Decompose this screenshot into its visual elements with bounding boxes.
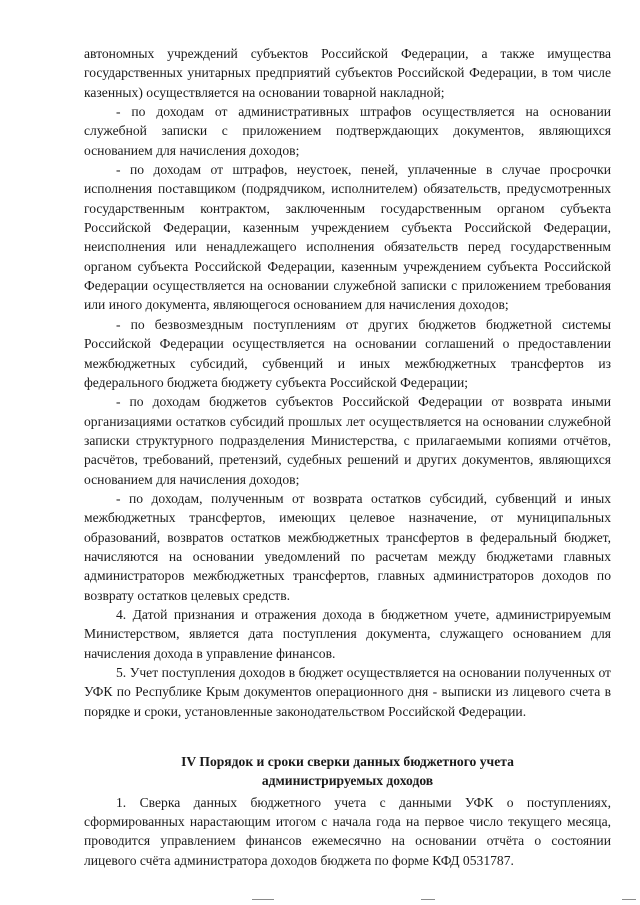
paragraph-subsidy-returns: - по доходам бюджетов субъектов Российской Федерации от возврата иными организациями остатков субсидий прошлых лет осуществляется на основании служебной записки структурного подразделения Министерства, с прилагаемыми копиями отчётов, расчётов, требований, претензий, судебных решений и других документов, являющихся основанием для начисления доходов; (84, 394, 611, 487)
paragraph-penalties: - по доходам от штрафов, неустоек, пеней, уплаченные в случае просрочки исполнения поставщиком (подрядчиком, исполнителем) обязательств, предусмотренных государственным контрактом, заключенным государственным органом субъекта Российской Федерации, казенным учреждением субъекта Российской Федерации, неисполнения или ненадлежащего исполнения обязательств перед государственным органом субъекта Российской Федерации, казенным учреждением субъекта Российской Федерации осуществляется на основании служебной записки с приложением требования или иного документа, являющегося основанием для начисления доходов; (84, 162, 611, 313)
section-heading-line-2: администрируемых доходов (261, 773, 434, 789)
section-heading (84, 752, 611, 791)
paragraph-section-item-1: 1. Сверка данных бюджетного учета с данными УФК о поступлениях, сформированных нарастающим итогом с начала года на первое число текущего месяца, проводится управлением финансов ежемесячно на основании отчёта о состоянии лицевого счёта администратора доходов бюджета по форме КФД 0531787. (84, 794, 611, 868)
paragraph-transfer-returns: - по доходам, полученным от возврата остатков субсидий, субвенций и иных межбюджетных трансфертов, имеющих целевое назначение, от муниципальных образований, возвратов остатков межбюджетных трансфертов в федеральный бюджет, начисляются на основании уведомлений по расчетам между бюджетами главных администраторов межбюджетных трансфертов, главных администраторов доходов по возврату остатков целевых средств. (84, 490, 611, 603)
scan-artifact-line (622, 899, 636, 900)
section-heading-line-1: IV Порядок и сроки сверки данных бюджетного учета (181, 754, 514, 770)
scan-artifact-line (252, 899, 274, 900)
document-body (84, 44, 611, 870)
paragraph-continuation: автономных учреждений субъектов Российской Федерации, а также имущества государственных унитарных предприятий субъектов Российской Федерации, в том числе казенных) осуществляется на основании товарной накладной; (84, 46, 611, 100)
paragraph-gratuitous-receipts: - по безвозмездным поступлениям от других бюджетов бюджетной системы Российской Федерации осуществляется на основании соглашений о предоставлении межбюджетных субсидий, субвенций и иных межбюджетных трансфертов из федерального бюджета бюджету субъекта Российской Федерации; (84, 316, 611, 390)
paragraph-item-4: 4. Датой признания и отражения дохода в бюджетном учете, администрируемым Министерством, является дата поступления документа, служащего основанием для начисления дохода в управление финансов. (84, 606, 611, 661)
paragraph-item-5: 5. Учет поступления доходов в бюджет осуществляется на основании полученных от УФК по Республике Крым документов операционного дня - выписки из лицевого счета в порядке и сроки, установленные законодательством Российской Федерации. (84, 665, 611, 719)
paragraph-admin-fines: - по доходам от административных штрафов осуществляется на основании служебной записки с приложением подтверждающих документов, являющихся основанием для начисления доходов; (84, 104, 611, 158)
scan-artifact-line (421, 899, 435, 900)
